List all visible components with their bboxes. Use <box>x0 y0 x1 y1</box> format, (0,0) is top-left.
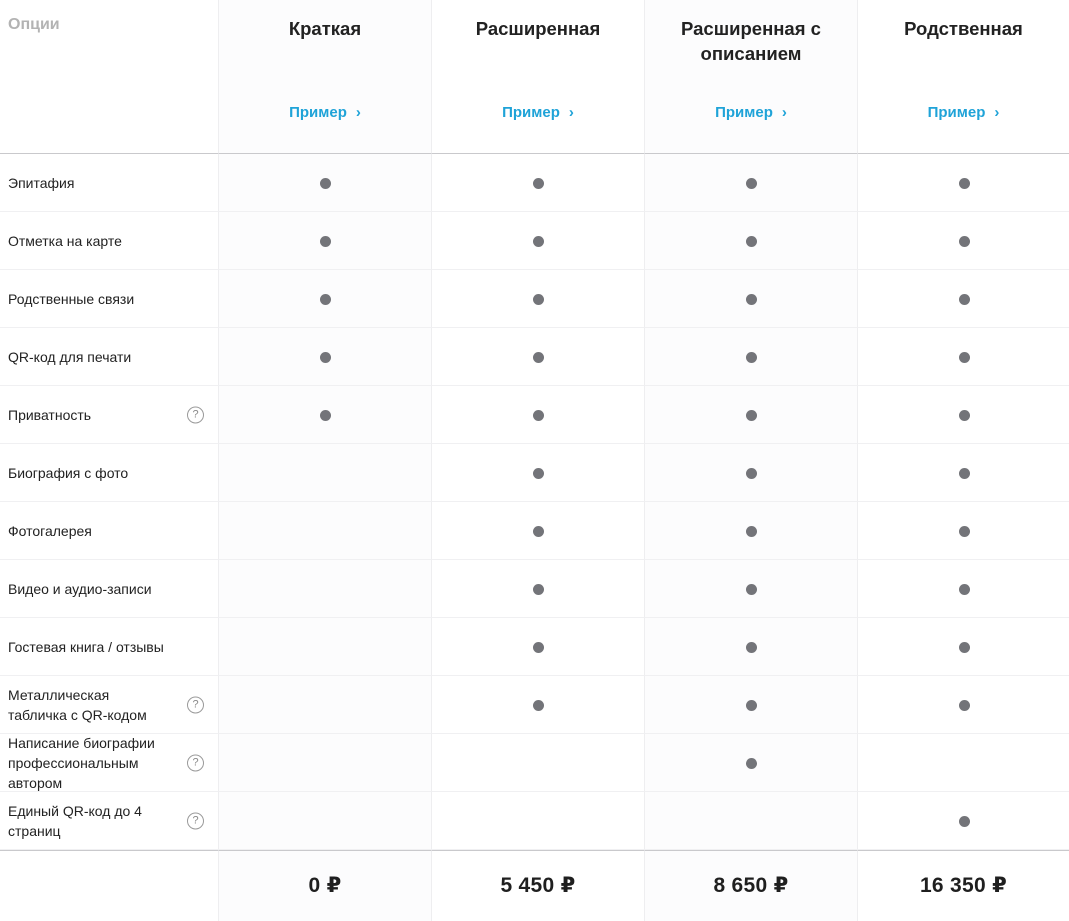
option-cell-plan-1 <box>218 502 431 560</box>
option-cell-plan-2 <box>431 676 644 734</box>
option-label: Металлическая табличка с QR-кодом <box>8 686 147 723</box>
option-cell-plan-1 <box>218 792 431 850</box>
dot-icon <box>533 410 544 421</box>
example-link-label[interactable]: Пример <box>289 104 347 121</box>
chevron-right-icon: › <box>355 104 361 121</box>
price-row-label-cell <box>0 850 218 921</box>
option-cell-plan-4 <box>857 154 1069 212</box>
plan-price: 5 450 ₽ <box>500 874 576 897</box>
option-cell-plan-4 <box>857 560 1069 618</box>
dot-icon <box>746 758 757 769</box>
plan-header-1 <box>218 0 431 154</box>
option-cell-plan-4 <box>857 212 1069 270</box>
plan-price: 0 ₽ <box>308 874 342 897</box>
option-cell-plan-3 <box>644 502 857 560</box>
option-label: Приватность <box>8 406 92 423</box>
option-cell-plan-4 <box>857 270 1069 328</box>
option-row-label-cell <box>0 792 218 850</box>
example-link-label[interactable]: Пример <box>715 104 773 121</box>
chevron-right-icon: › <box>568 104 574 121</box>
option-cell-plan-3 <box>644 270 857 328</box>
option-cell-plan-3 <box>644 386 857 444</box>
price-cell-plan-1 <box>218 850 431 921</box>
options-title: Опции <box>8 16 60 33</box>
dot-icon <box>320 236 331 247</box>
dot-icon <box>746 700 757 711</box>
plan-name: Расширенная с описанием <box>681 18 821 64</box>
plan-price: 8 650 ₽ <box>713 874 789 897</box>
option-cell-plan-2 <box>431 560 644 618</box>
dot-icon <box>320 352 331 363</box>
option-cell-plan-3 <box>644 328 857 386</box>
dot-icon <box>959 642 970 653</box>
option-cell-plan-4 <box>857 502 1069 560</box>
option-cell-plan-4 <box>857 444 1069 502</box>
option-row-label-cell <box>0 444 218 502</box>
option-cell-plan-3 <box>644 734 857 792</box>
option-cell-plan-3 <box>644 618 857 676</box>
option-cell-plan-3 <box>644 676 857 734</box>
dot-icon <box>533 178 544 189</box>
plan-header-3 <box>644 0 857 154</box>
option-cell-plan-3 <box>644 212 857 270</box>
question-circle-icon[interactable]: ? <box>187 696 204 713</box>
option-label: Биография с фото <box>8 464 129 481</box>
dot-icon <box>959 410 970 421</box>
question-circle-icon[interactable]: ? <box>187 406 204 423</box>
option-row-label-cell <box>0 618 218 676</box>
example-link-label[interactable]: Пример <box>502 104 560 121</box>
dot-icon <box>959 468 970 479</box>
option-cell-plan-2 <box>431 154 644 212</box>
option-label: Видео и аудио-записи <box>8 580 152 597</box>
option-cell-plan-4 <box>857 618 1069 676</box>
question-circle-icon[interactable]: ? <box>187 812 204 829</box>
option-cell-plan-4 <box>857 328 1069 386</box>
dot-icon <box>533 236 544 247</box>
option-row-label-cell <box>0 386 218 444</box>
dot-icon <box>320 294 331 305</box>
dot-icon <box>959 700 970 711</box>
option-cell-plan-2 <box>431 502 644 560</box>
option-cell-plan-4 <box>857 734 1069 792</box>
example-link-label[interactable]: Пример <box>927 104 986 121</box>
chevron-right-icon: › <box>781 104 787 121</box>
plan-name: Родственная <box>904 18 1023 39</box>
option-label: Единый QR-код до 4 страниц <box>8 802 142 839</box>
dot-icon <box>533 294 544 305</box>
option-cell-plan-2 <box>431 212 644 270</box>
option-row-label-cell <box>0 560 218 618</box>
option-row-label-cell <box>0 676 218 734</box>
dot-icon <box>959 294 970 305</box>
option-cell-plan-2 <box>431 444 644 502</box>
options-header-cell <box>0 0 218 154</box>
option-label: Эпитафия <box>8 174 75 191</box>
option-cell-plan-1 <box>218 328 431 386</box>
dot-icon <box>959 236 970 247</box>
dot-icon <box>533 584 544 595</box>
dot-icon <box>746 410 757 421</box>
option-cell-plan-3 <box>644 792 857 850</box>
dot-icon <box>959 178 970 189</box>
chevron-right-icon: › <box>994 104 1000 121</box>
dot-icon <box>746 584 757 595</box>
option-cell-plan-3 <box>644 444 857 502</box>
option-cell-plan-3 <box>644 560 857 618</box>
dot-icon <box>320 178 331 189</box>
option-row-label-cell <box>0 734 218 792</box>
option-cell-plan-4 <box>857 386 1069 444</box>
option-cell-plan-1 <box>218 618 431 676</box>
option-cell-plan-1 <box>218 270 431 328</box>
option-cell-plan-4 <box>857 676 1069 734</box>
price-cell-plan-3 <box>644 850 857 921</box>
dot-icon <box>746 468 757 479</box>
option-cell-plan-2 <box>431 270 644 328</box>
dot-icon <box>746 294 757 305</box>
option-row-label-cell <box>0 328 218 386</box>
option-label: Отметка на карте <box>8 232 122 249</box>
plan-header-2 <box>431 0 644 154</box>
plan-header-4 <box>857 0 1069 154</box>
option-cell-plan-1 <box>218 386 431 444</box>
option-cell-plan-2 <box>431 734 644 792</box>
option-cell-plan-2 <box>431 386 644 444</box>
option-label: Родственные связи <box>8 290 135 307</box>
option-label: Написание биографии профессиональным автором <box>8 734 155 791</box>
option-row-label-cell <box>0 154 218 212</box>
option-row-label-cell <box>0 212 218 270</box>
dot-icon <box>746 178 757 189</box>
option-label: Фотогалерея <box>8 522 92 539</box>
dot-icon <box>959 352 970 363</box>
dot-icon <box>959 526 970 537</box>
dot-icon <box>746 526 757 537</box>
example-link[interactable] <box>858 104 1069 121</box>
dot-icon <box>746 352 757 363</box>
option-cell-plan-2 <box>431 618 644 676</box>
option-cell-plan-1 <box>218 212 431 270</box>
dot-icon <box>320 410 331 421</box>
option-row-label-cell <box>0 270 218 328</box>
dot-icon <box>533 352 544 363</box>
option-cell-plan-1 <box>218 734 431 792</box>
plan-name: Краткая <box>288 18 362 39</box>
option-cell-plan-1 <box>218 444 431 502</box>
option-cell-plan-2 <box>431 792 644 850</box>
option-cell-plan-4 <box>857 792 1069 850</box>
option-cell-plan-1 <box>218 154 431 212</box>
example-link[interactable] <box>432 104 644 121</box>
option-label: QR-код для печати <box>8 348 132 365</box>
option-cell-plan-2 <box>431 328 644 386</box>
option-cell-plan-3 <box>644 154 857 212</box>
dot-icon <box>959 816 970 827</box>
dot-icon <box>746 236 757 247</box>
plan-price: 16 350 ₽ <box>919 874 1008 897</box>
option-row-label-cell <box>0 502 218 560</box>
dot-icon <box>533 526 544 537</box>
dot-icon <box>533 642 544 653</box>
option-cell-plan-1 <box>218 676 431 734</box>
question-circle-icon[interactable]: ? <box>187 754 204 771</box>
option-cell-plan-1 <box>218 560 431 618</box>
option-label: Гостевая книга / отзывы <box>8 638 164 655</box>
price-cell-plan-2 <box>431 850 644 921</box>
dot-icon <box>746 642 757 653</box>
example-link[interactable] <box>219 104 431 121</box>
dot-icon <box>533 700 544 711</box>
plan-name: Расширенная <box>475 18 601 39</box>
example-link[interactable] <box>645 104 857 121</box>
price-cell-plan-4 <box>857 850 1069 921</box>
dot-icon <box>533 468 544 479</box>
dot-icon <box>959 584 970 595</box>
